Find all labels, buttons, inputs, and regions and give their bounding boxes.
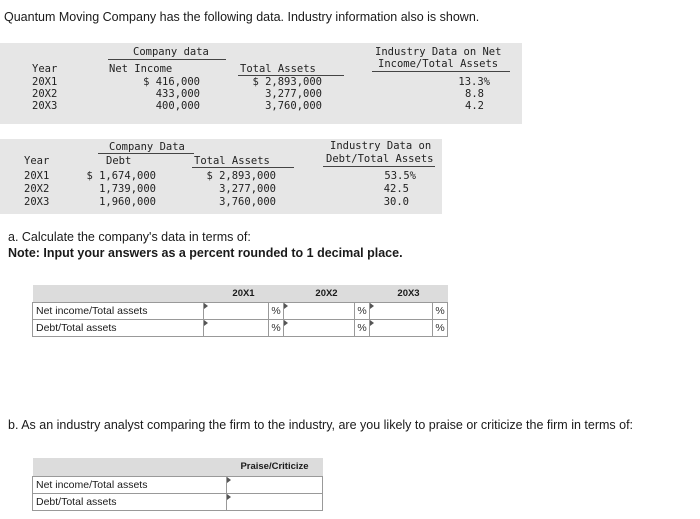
row-year: 20X2 [32,88,58,100]
row-industry: 4.2 [465,100,484,112]
row-total-assets: 3,277,000 [265,88,322,100]
part-b-question: b. As an industry analyst comparing the firm to the industry, are you likely to praise or criticize the firm in terms of: [8,418,634,432]
row-total-assets: $ 2,893,000 [206,170,276,182]
company-data-heading: Company data [133,46,209,58]
part-a-answer-table [32,285,448,337]
row-year: 20X2 [24,183,50,195]
col-total-assets: Total Assets [240,63,316,75]
row-industry: 8.8 [465,88,484,100]
row-industry: 13.3% [458,76,490,88]
problem-intro: Quantum Moving Company has the following data. Industry information also is shown. [4,10,480,24]
debt-praise-criticize-select[interactable] [227,494,322,510]
col-header-praise-criticize: Praise/Criticize [227,458,323,476]
row-industry: 42.5 [383,183,409,195]
debt-ratio-20x2-input[interactable] [284,320,354,336]
row-label-debt-total-assets: Debt/Total assets [33,319,204,336]
row-debt: $ 1,674,000 [86,170,156,182]
net-income-ratio-20x2-input[interactable] [284,303,354,319]
row-debt: 1,739,000 [99,183,156,195]
percent-sign: % [433,302,448,319]
percent-sign: % [355,302,370,319]
col-year: Year [24,155,50,167]
row-total-assets: 3,760,000 [219,196,276,208]
industry-heading-line2: Debt/Total Assets [326,153,434,165]
row-industry: 30.0 [383,196,409,208]
col-header-20x2: 20X2 [284,285,370,302]
net-income-ratio-20x1-input[interactable] [204,303,268,319]
row-year: 20X3 [24,196,50,208]
debt-data-table [0,139,442,214]
col-total-assets: Total Assets [194,155,270,167]
part-a-question [8,229,403,261]
row-net-income: 400,000 [155,100,200,112]
row-net-income: 433,000 [155,88,200,100]
row-label-debt-total-assets: Debt/Total assets [33,493,227,510]
row-label-net-income-total-assets: Net income/Total assets [33,302,204,319]
percent-sign: % [355,319,370,336]
col-debt: Debt [106,155,132,167]
row-industry: 53.5% [384,170,416,182]
net-income-data-table [0,43,522,124]
debt-ratio-20x3-input[interactable] [370,320,432,336]
row-year: 20X1 [24,170,50,182]
percent-sign: % [269,319,284,336]
row-total-assets: 3,760,000 [265,100,322,112]
part-a-text: a. Calculate the company's data in terms of: [8,230,251,244]
company-data-heading: Company Data [109,141,185,153]
industry-heading-line1: Industry Data on [330,140,432,152]
col-year: Year [32,63,58,75]
row-label-net-income-total-assets: Net income/Total assets [33,476,227,493]
percent-sign: % [433,319,448,336]
net-income-praise-criticize-select[interactable] [227,477,322,493]
row-year: 20X1 [32,76,58,88]
col-net-income: Net Income [109,63,173,75]
row-debt: 1,960,000 [99,196,156,208]
part-a-note: Note: Input your answers as a percent rounded to 1 decimal place. [8,246,403,260]
percent-sign: % [269,302,284,319]
row-year: 20X3 [32,100,58,112]
industry-heading-line1: Industry Data on Net [375,46,502,58]
industry-heading-line2: Income/Total Assets [378,58,499,70]
col-header-20x1: 20X1 [204,285,284,302]
row-total-assets: $ 2,893,000 [252,76,322,88]
part-b-answer-table [32,458,323,511]
row-total-assets: 3,277,000 [219,183,276,195]
net-income-ratio-20x3-input[interactable] [370,303,432,319]
col-header-20x3: 20X3 [370,285,448,302]
debt-ratio-20x1-input[interactable] [204,320,268,336]
row-net-income: $ 416,000 [143,76,200,88]
